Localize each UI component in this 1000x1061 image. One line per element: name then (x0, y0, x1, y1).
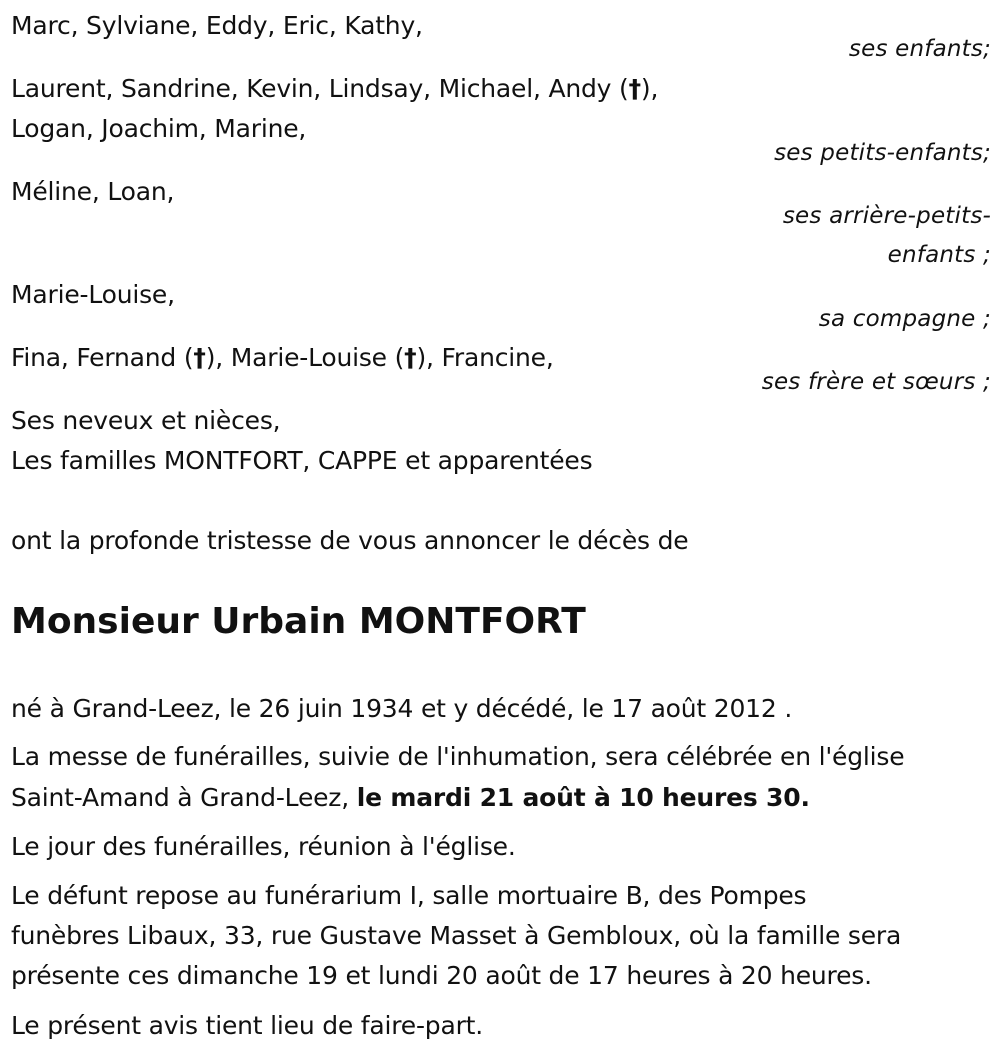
grandchildren-names-1-before: Laurent, Sandrine, Kevin, Lindsay, Michael, Andy ( (11, 74, 629, 103)
children-names: Marc, Sylviane, Eddy, Eric, Kathy, (11, 11, 423, 40)
grandchildren-label: ses petits-enfants; (774, 140, 991, 166)
announcement-text: ont la profonde tristesse de vous annoncer le décès de (11, 526, 689, 555)
deceased-name: Monsieur Urbain MONTFORT (11, 601, 586, 642)
deceased-cross-icon: † (193, 343, 206, 372)
partner-label: sa compagne ; (818, 306, 991, 332)
grandchildren-names-line-1 (11, 74, 658, 104)
siblings-part-3: ), Francine, (416, 343, 554, 372)
notice-text: Le présent avis tient lieu de faire-part. (11, 1011, 484, 1040)
rest-info-line-3: présente ces dimanche 19 et lundi 20 août de 17 heures à 20 heures. (11, 961, 872, 990)
mass-info-line-1: La messe de funérailles, suivie de l'inhumation, sera célébrée en l'église (11, 742, 905, 771)
children-label: ses enfants; (848, 36, 991, 62)
siblings-part-1: Fina, Fernand ( (11, 343, 194, 372)
great-grandchildren-label-2: enfants ; (887, 242, 991, 268)
birth-death-info: né à Grand-Leez, le 26 juin 1934 et y décédé, le 17 août 2012 . (11, 694, 793, 723)
meeting-info: Le jour des funérailles, réunion à l'église. (11, 832, 516, 861)
great-grandchildren-names: Méline, Loan, (11, 177, 175, 206)
grandchildren-names-line-2: Logan, Joachim, Marine, (11, 114, 307, 143)
siblings-part-2: ), Marie-Louise ( (205, 343, 405, 372)
mass-info-line-2 (11, 783, 810, 813)
rest-info-line-2: funèbres Libaux, 33, rue Gustave Masset à Gembloux, où la famille sera (11, 921, 902, 950)
great-grandchildren-label-1: ses arrière-petits- (782, 203, 991, 229)
partner-name: Marie-Louise, (11, 280, 175, 309)
siblings-names (11, 343, 554, 373)
rest-info-line-1: Le défunt repose au funérarium I, salle mortuaire B, des Pompes (11, 881, 807, 910)
related-families: Les familles MONTFORT, CAPPE et apparentées (11, 446, 593, 475)
mass-date-time: le mardi 21 août à 10 heures 30. (356, 783, 810, 812)
siblings-label: ses frère et sœurs ; (761, 369, 991, 395)
mass-location: Saint-Amand à Grand-Leez, (11, 783, 357, 812)
deceased-cross-icon: † (628, 74, 641, 103)
nephews-nieces: Ses neveux et nièces, (11, 406, 281, 435)
grandchildren-names-1-after: ), (640, 74, 659, 103)
deceased-cross-icon: † (404, 343, 417, 372)
